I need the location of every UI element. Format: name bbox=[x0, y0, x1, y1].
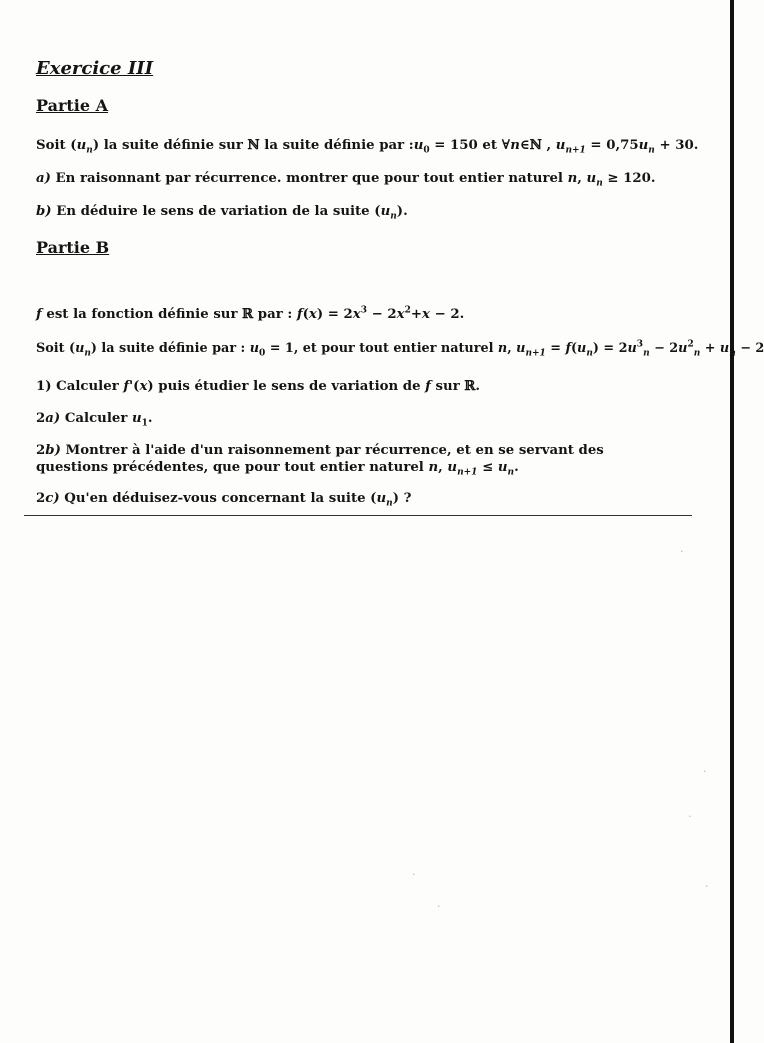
scan-speck: · bbox=[437, 900, 441, 913]
question-b: b) En déduire le sens de variation de la suite $(u_n)$. bbox=[36, 204, 408, 222]
question-2c: 2c) Qu'en déduisez-vous concernant la suite $(u_n)$ ? bbox=[36, 491, 412, 509]
question-2b: 2b) Montrer à l'aide d'un raisonnement par récurrence, et en se servant des questions précédentes, que pour tout entier naturel n, $u_{n+1} \le u_n$. bbox=[36, 443, 604, 478]
part-a-intro: Soit $(u_n)$ la suite définie sur ℕ la suite définie par $:u_0 = 150$ et ∀n∈ℕ , $u_{n+1} = 0,75u_n + 30$. bbox=[36, 138, 699, 156]
scan-speck: · bbox=[688, 810, 692, 823]
scan-speck: · bbox=[703, 765, 707, 778]
part-a-heading: Partie A bbox=[36, 96, 109, 115]
scan-speck: · bbox=[412, 868, 416, 881]
scan-speck: · bbox=[705, 880, 709, 893]
question-1: 1) Calculer f'(x) puis étudier le sens de variation de f sur ℝ. bbox=[36, 379, 481, 394]
bottom-rule bbox=[24, 515, 692, 516]
question-a: a) En raisonnant par récurrence. montrer que pour tout entier naturel n, $u_n \ge 120$. bbox=[36, 171, 656, 189]
sequence-definition: Soit $(u_n)$ la suite définie par : $u_0 = 1$, et pour tout entier naturel n, $u_{n+1} = f(u_n) = 2u^3_n - 2u^2_n + u_n - 2$ bbox=[36, 339, 764, 359]
function-definition: f est la fonction définie sur ℝ par : $f(x) = 2x^3 - 2x^2+x - 2$. bbox=[36, 305, 465, 322]
part-b-heading: Partie B bbox=[36, 238, 110, 257]
scan-speck: · bbox=[680, 545, 684, 558]
exercise-title: Exercice III bbox=[36, 58, 154, 79]
question-2a: 2a) Calculer $u_1$. bbox=[36, 411, 153, 429]
page-edge-bar bbox=[730, 0, 734, 1043]
